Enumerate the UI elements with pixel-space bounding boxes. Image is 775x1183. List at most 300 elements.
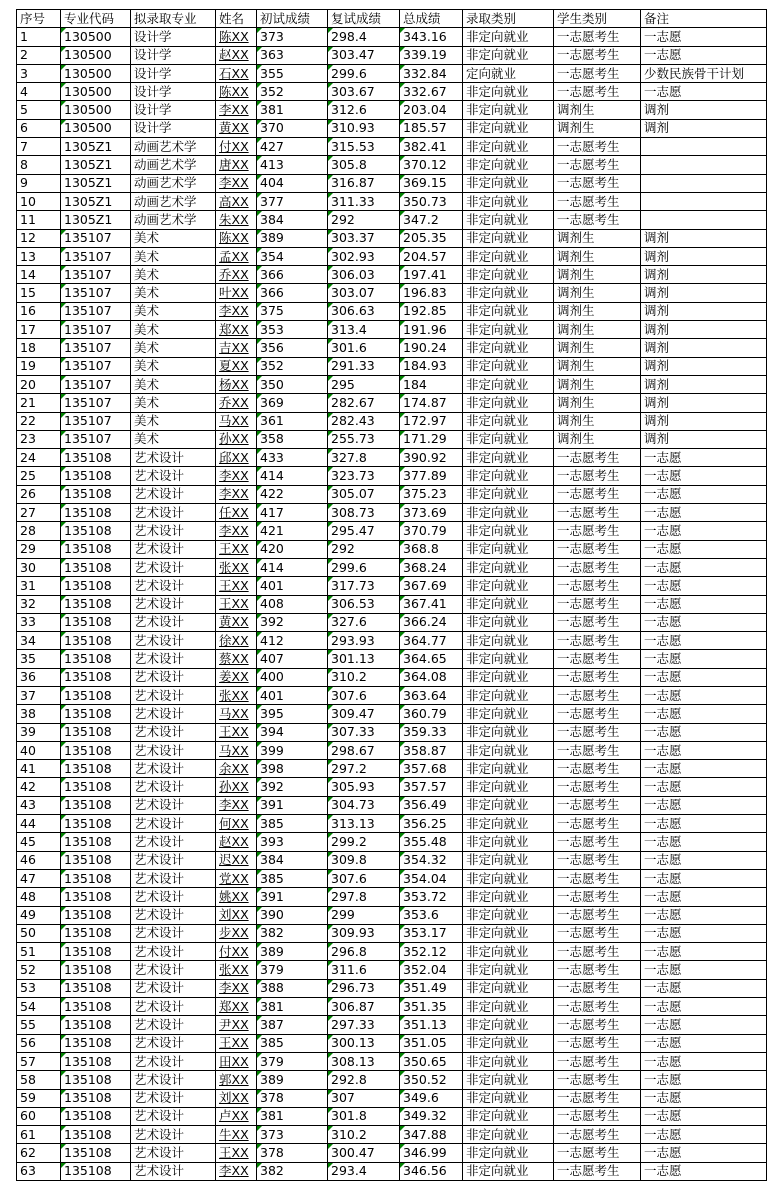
table-row <box>17 686 767 704</box>
cell-name <box>216 778 257 796</box>
cell-total-score <box>400 83 463 101</box>
cell-retest-score <box>328 339 400 357</box>
cell-major-code <box>61 760 131 778</box>
cell-remark-value: 一志愿 <box>644 449 682 465</box>
cell-total-score <box>400 321 463 339</box>
cell-name <box>216 192 257 210</box>
cell-index <box>17 1016 61 1034</box>
text-as-number-error-indicator-triangle <box>328 577 333 582</box>
text-as-number-error-indicator-triangle <box>257 852 262 857</box>
table-row <box>17 504 767 522</box>
cell-initial-score <box>257 760 328 778</box>
cell-admission-category <box>463 705 554 723</box>
cell-retest-score-value: 310.93 <box>331 120 375 136</box>
cell-admission-category-value: 非定向就业 <box>466 614 529 630</box>
table-row <box>17 357 767 375</box>
cell-initial-score <box>257 83 328 101</box>
cell-index-value: 23 <box>20 431 36 447</box>
cell-major-code <box>61 28 131 46</box>
cell-index <box>17 650 61 668</box>
text-as-number-error-indicator-triangle <box>257 687 262 692</box>
cell-retest-score-value: 304.73 <box>331 797 375 813</box>
cell-initial-score-value: 392 <box>260 779 284 795</box>
cell-admission-category-value: 非定向就业 <box>466 303 529 319</box>
cell-remark <box>641 412 767 430</box>
cell-remark-value: 一志愿 <box>644 687 682 703</box>
cell-retest-score <box>328 577 400 595</box>
text-as-number-error-indicator-triangle <box>400 376 405 381</box>
cell-admission-category-value: 非定向就业 <box>466 102 529 118</box>
cell-major-code-value: 135108 <box>64 870 112 886</box>
cell-proposed-major <box>131 247 216 265</box>
cell-proposed-major-value: 艺术设计 <box>134 522 185 538</box>
cell-name <box>216 632 257 650</box>
text-as-number-error-indicator-triangle <box>400 394 405 399</box>
text-as-number-error-indicator-triangle <box>328 504 333 509</box>
text-as-number-error-indicator-triangle <box>61 778 66 783</box>
table-row <box>17 83 767 101</box>
cell-name <box>216 211 257 229</box>
cell-admission-category-value: 非定向就业 <box>466 413 529 429</box>
cell-major-code-value: 135108 <box>64 815 112 831</box>
cell-major-code <box>61 998 131 1016</box>
cell-admission-category-value: 非定向就业 <box>466 468 529 484</box>
cell-name-value: 朱XX <box>219 211 249 227</box>
cell-admission-category <box>463 467 554 485</box>
text-as-number-error-indicator-triangle <box>257 28 262 33</box>
text-as-number-error-indicator-triangle <box>328 1053 333 1058</box>
cell-name-value: 李XX <box>219 1163 249 1179</box>
cell-proposed-major-value: 美术 <box>134 376 160 392</box>
cell-major-code-value: 135108 <box>64 962 112 978</box>
cell-student-category <box>554 266 641 284</box>
cell-name <box>216 266 257 284</box>
cell-total-score-value: 353.17 <box>403 925 447 941</box>
cell-student-category <box>554 138 641 156</box>
cell-student-category-value: 调剂生 <box>557 358 595 374</box>
cell-admission-category-value: 非定向就业 <box>466 83 529 99</box>
cell-total-score-value: 332.84 <box>403 65 447 81</box>
cell-admission-category-value: 非定向就业 <box>466 980 529 996</box>
cell-student-category <box>554 412 641 430</box>
cell-major-code-value: 135108 <box>64 522 112 538</box>
cell-proposed-major-value: 艺术设计 <box>134 559 185 575</box>
cell-proposed-major <box>131 741 216 759</box>
cell-admission-category <box>463 998 554 1016</box>
table-row <box>17 1126 767 1144</box>
cell-index <box>17 796 61 814</box>
cell-remark-value: 一志愿 <box>644 779 682 795</box>
cell-remark <box>641 577 767 595</box>
text-as-number-error-indicator-triangle <box>328 394 333 399</box>
cell-student-category <box>554 833 641 851</box>
cell-student-category-value: 调剂生 <box>557 431 595 447</box>
cell-index <box>17 558 61 576</box>
cell-initial-score-value: 388 <box>260 980 284 996</box>
text-as-number-error-indicator-triangle <box>61 467 66 472</box>
cell-index-value: 17 <box>20 321 36 337</box>
cell-remark-value: 一志愿 <box>644 797 682 813</box>
cell-proposed-major-value: 艺术设计 <box>134 852 185 868</box>
cell-student-category-value: 调剂生 <box>557 376 595 392</box>
cell-proposed-major <box>131 650 216 668</box>
cell-total-score <box>400 339 463 357</box>
text-as-number-error-indicator-triangle <box>328 156 333 161</box>
text-as-number-error-indicator-triangle <box>61 870 66 875</box>
cell-index <box>17 394 61 412</box>
table-row <box>17 284 767 302</box>
cell-major-code-value: 130500 <box>64 47 112 63</box>
cell-remark <box>641 760 767 778</box>
cell-retest-score <box>328 375 400 393</box>
cell-major-code <box>61 1052 131 1070</box>
cell-major-code <box>61 943 131 961</box>
table-row <box>17 1071 767 1089</box>
cell-student-category <box>554 321 641 339</box>
cell-retest-score-value: 299.6 <box>331 559 367 575</box>
text-as-number-error-indicator-triangle <box>257 394 262 399</box>
cell-student-category-value: 一志愿考生 <box>557 962 620 978</box>
cell-admission-category <box>463 888 554 906</box>
table-row <box>17 1016 767 1034</box>
cell-name <box>216 796 257 814</box>
cell-admission-category-value: 非定向就业 <box>466 815 529 831</box>
text-as-number-error-indicator-triangle <box>257 742 262 747</box>
cell-remark-value: 一志愿 <box>644 522 682 538</box>
cell-remark <box>641 998 767 1016</box>
cell-remark-value: 一志愿 <box>644 998 682 1014</box>
cell-remark <box>641 906 767 924</box>
cell-major-code <box>61 485 131 503</box>
cell-student-category-value: 一志愿考生 <box>557 1163 620 1179</box>
cell-retest-score <box>328 192 400 210</box>
cell-major-code-value: 135108 <box>64 687 112 703</box>
cell-remark <box>641 1107 767 1125</box>
cell-retest-score <box>328 504 400 522</box>
cell-retest-score <box>328 485 400 503</box>
cell-total-score <box>400 796 463 814</box>
cell-student-category <box>554 83 641 101</box>
cell-major-code-value: 135107 <box>64 266 112 282</box>
cell-total-score-value: 332.67 <box>403 83 447 99</box>
cell-name <box>216 138 257 156</box>
cell-name-value: 石XX <box>219 65 249 81</box>
cell-major-code <box>61 1162 131 1180</box>
cell-index-value: 59 <box>20 1090 36 1106</box>
cell-major-code-value: 135108 <box>64 797 112 813</box>
cell-proposed-major <box>131 449 216 467</box>
text-as-number-error-indicator-triangle <box>257 1108 262 1113</box>
cell-initial-score <box>257 46 328 64</box>
cell-major-code-value: 135108 <box>64 888 112 904</box>
cell-total-score <box>400 1126 463 1144</box>
cell-admission-category-value: 非定向就业 <box>466 669 529 685</box>
cell-index-value: 9 <box>20 175 28 191</box>
cell-admission-category <box>463 229 554 247</box>
text-as-number-error-indicator-triangle <box>61 1071 66 1076</box>
cell-retest-score <box>328 1071 400 1089</box>
cell-name <box>216 302 257 320</box>
cell-proposed-major-value: 艺术设计 <box>134 1053 185 1069</box>
cell-retest-score <box>328 1144 400 1162</box>
cell-index <box>17 1162 61 1180</box>
cell-index-value: 56 <box>20 1035 36 1051</box>
text-as-number-error-indicator-triangle <box>257 907 262 912</box>
cell-remark <box>641 595 767 613</box>
cell-retest-score <box>328 156 400 174</box>
cell-major-code-value: 135108 <box>64 943 112 959</box>
text-as-number-error-indicator-triangle <box>61 339 66 344</box>
cell-index-value: 62 <box>20 1145 36 1161</box>
cell-name-value: 黄XX <box>219 614 249 630</box>
text-as-number-error-indicator-triangle <box>328 797 333 802</box>
cell-admission-category <box>463 741 554 759</box>
cell-initial-score <box>257 1052 328 1070</box>
cell-proposed-major <box>131 979 216 997</box>
cell-index <box>17 266 61 284</box>
cell-retest-score-value: 306.03 <box>331 266 375 282</box>
cell-index-value: 12 <box>20 230 36 246</box>
cell-major-code-value: 1305Z1 <box>64 211 113 227</box>
cell-initial-score-value: 394 <box>260 724 284 740</box>
cell-admission-category <box>463 284 554 302</box>
cell-name-value: 陈XX <box>219 28 249 44</box>
cell-proposed-major <box>131 211 216 229</box>
cell-remark-value: 一志愿 <box>644 669 682 685</box>
text-as-number-error-indicator-triangle <box>257 65 262 70</box>
cell-proposed-major <box>131 229 216 247</box>
cell-proposed-major-value: 美术 <box>134 358 160 374</box>
cell-major-code <box>61 375 131 393</box>
cell-student-category-value: 一志愿考生 <box>557 577 620 593</box>
cell-remark-value: 一志愿 <box>644 1090 682 1106</box>
cell-admission-category-value: 非定向就业 <box>466 1053 529 1069</box>
text-as-number-error-indicator-triangle <box>328 431 333 436</box>
cell-index-value: 63 <box>20 1163 36 1179</box>
cell-remark-value: 调剂 <box>644 248 670 264</box>
table-row <box>17 833 767 851</box>
cell-initial-score <box>257 778 328 796</box>
cell-retest-score <box>328 668 400 686</box>
cell-index-value: 19 <box>20 358 36 374</box>
cell-index <box>17 156 61 174</box>
text-as-number-error-indicator-triangle <box>328 724 333 729</box>
text-as-number-error-indicator-triangle <box>400 230 405 235</box>
cell-major-code <box>61 632 131 650</box>
text-as-number-error-indicator-triangle <box>61 541 66 546</box>
cell-major-code <box>61 577 131 595</box>
cell-major-code <box>61 668 131 686</box>
table-row <box>17 375 767 393</box>
cell-total-score <box>400 1144 463 1162</box>
cell-proposed-major <box>131 321 216 339</box>
cell-index-value: 58 <box>20 1071 36 1087</box>
cell-student-category <box>554 998 641 1016</box>
text-as-number-error-indicator-triangle <box>61 724 66 729</box>
cell-name <box>216 339 257 357</box>
cell-remark <box>641 1034 767 1052</box>
cell-initial-score <box>257 723 328 741</box>
cell-student-category-value: 调剂生 <box>557 394 595 410</box>
cell-name-value: 何XX <box>219 815 249 831</box>
cell-remark <box>641 924 767 942</box>
text-as-number-error-indicator-triangle <box>400 907 405 912</box>
cell-retest-score <box>328 632 400 650</box>
cell-student-category <box>554 1107 641 1125</box>
cell-remark <box>641 632 767 650</box>
cell-proposed-major <box>131 156 216 174</box>
cell-proposed-major-value: 设计学 <box>134 120 172 136</box>
cell-admission-category-value: 非定向就业 <box>466 852 529 868</box>
text-as-number-error-indicator-triangle <box>257 303 262 308</box>
text-as-number-error-indicator-triangle <box>257 1053 262 1058</box>
cell-index-value: 21 <box>20 394 36 410</box>
cell-initial-score <box>257 449 328 467</box>
table-row <box>17 1107 767 1125</box>
cell-total-score <box>400 924 463 942</box>
text-as-number-error-indicator-triangle <box>400 449 405 454</box>
cell-retest-score-value: 313.13 <box>331 815 375 831</box>
cell-initial-score-value: 382 <box>260 925 284 941</box>
cell-admission-category <box>463 540 554 558</box>
cell-student-category <box>554 467 641 485</box>
text-as-number-error-indicator-triangle <box>328 778 333 783</box>
cell-proposed-major-value: 艺术设计 <box>134 1016 185 1032</box>
table-row <box>17 247 767 265</box>
cell-remark-value: 一志愿 <box>644 980 682 996</box>
cell-retest-score <box>328 613 400 631</box>
cell-remark <box>641 321 767 339</box>
cell-remark <box>641 888 767 906</box>
cell-major-code <box>61 46 131 64</box>
text-as-number-error-indicator-triangle <box>257 778 262 783</box>
text-as-number-error-indicator-triangle <box>61 1053 66 1058</box>
cell-student-category-value: 一志愿考生 <box>557 559 620 575</box>
cell-total-score-value: 196.83 <box>403 285 447 301</box>
cell-proposed-major-value: 艺术设计 <box>134 962 185 978</box>
cell-student-category <box>554 302 641 320</box>
table-row <box>17 467 767 485</box>
cell-total-score-value: 205.35 <box>403 230 447 246</box>
cell-admission-category-value: 非定向就业 <box>466 577 529 593</box>
cell-remark <box>641 504 767 522</box>
cell-major-code <box>61 1107 131 1125</box>
cell-major-code-value: 135108 <box>64 1090 112 1106</box>
cell-remark-value: 一志愿 <box>644 559 682 575</box>
text-as-number-error-indicator-triangle <box>257 156 262 161</box>
cell-student-category <box>554 906 641 924</box>
cell-retest-score-value: 312.6 <box>331 102 367 118</box>
text-as-number-error-indicator-triangle <box>328 1090 333 1095</box>
cell-remark <box>641 1144 767 1162</box>
header-row <box>17 10 767 28</box>
cell-name-value: 乔XX <box>219 394 249 410</box>
cell-index <box>17 339 61 357</box>
cell-total-score <box>400 412 463 430</box>
cell-total-score <box>400 943 463 961</box>
cell-name <box>216 833 257 851</box>
cell-index <box>17 833 61 851</box>
cell-remark <box>641 961 767 979</box>
cell-major-code-value: 130500 <box>64 83 112 99</box>
text-as-number-error-indicator-triangle <box>328 248 333 253</box>
cell-proposed-major <box>131 1089 216 1107</box>
cell-student-category <box>554 961 641 979</box>
cell-retest-score-value: 315.53 <box>331 138 375 154</box>
cell-major-code-value: 130500 <box>64 28 112 44</box>
text-as-number-error-indicator-triangle <box>61 321 66 326</box>
text-as-number-error-indicator-triangle <box>257 431 262 436</box>
cell-retest-score <box>328 229 400 247</box>
cell-major-code <box>61 595 131 613</box>
cell-name <box>216 888 257 906</box>
cell-proposed-major-value: 艺术设计 <box>134 449 185 465</box>
cell-student-category-value: 一志愿考生 <box>557 211 620 227</box>
cell-total-score <box>400 760 463 778</box>
cell-proposed-major <box>131 1126 216 1144</box>
cell-name-value: 李XX <box>219 980 249 996</box>
cell-remark <box>641 64 767 82</box>
cell-student-category <box>554 211 641 229</box>
table-row <box>17 760 767 778</box>
cell-major-code <box>61 357 131 375</box>
cell-admission-category <box>463 522 554 540</box>
cell-proposed-major-value: 艺术设计 <box>134 577 185 593</box>
cell-proposed-major-value: 艺术设计 <box>134 980 185 996</box>
table-row <box>17 101 767 119</box>
cell-student-category <box>554 394 641 412</box>
cell-name <box>216 64 257 82</box>
cell-admission-category-value: 非定向就业 <box>466 962 529 978</box>
cell-retest-score-value: 297.2 <box>331 760 367 776</box>
cell-initial-score <box>257 741 328 759</box>
text-as-number-error-indicator-triangle <box>257 1035 262 1040</box>
text-as-number-error-indicator-triangle <box>257 339 262 344</box>
cell-proposed-major-value: 艺术设计 <box>134 651 185 667</box>
column-header-label: 总成绩 <box>403 10 441 26</box>
text-as-number-error-indicator-triangle <box>61 413 66 418</box>
cell-student-category-value: 一志愿考生 <box>557 724 620 740</box>
cell-remark <box>641 156 767 174</box>
text-as-number-error-indicator-triangle <box>400 65 405 70</box>
cell-index-value: 18 <box>20 339 36 355</box>
cell-major-code <box>61 119 131 137</box>
cell-name-value: 张XX <box>219 962 249 978</box>
cell-remark <box>641 943 767 961</box>
text-as-number-error-indicator-triangle <box>61 248 66 253</box>
cell-name <box>216 83 257 101</box>
cell-student-category <box>554 357 641 375</box>
cell-initial-score-value: 417 <box>260 504 284 520</box>
cell-remark-value: 调剂 <box>644 413 670 429</box>
cell-admission-category <box>463 924 554 942</box>
text-as-number-error-indicator-triangle <box>400 467 405 472</box>
cell-index <box>17 138 61 156</box>
cell-student-category-value: 一志愿考生 <box>557 1090 620 1106</box>
cell-remark <box>641 869 767 887</box>
cell-index-value: 37 <box>20 687 36 703</box>
text-as-number-error-indicator-triangle <box>328 760 333 765</box>
text-as-number-error-indicator-triangle <box>400 413 405 418</box>
cell-name-value: 姚XX <box>219 888 249 904</box>
text-as-number-error-indicator-triangle <box>328 467 333 472</box>
text-as-number-error-indicator-triangle <box>328 614 333 619</box>
cell-initial-score <box>257 229 328 247</box>
column-header-label: 学生类别 <box>557 10 608 26</box>
cell-total-score-value: 355.48 <box>403 834 447 849</box>
cell-index <box>17 851 61 869</box>
text-as-number-error-indicator-triangle <box>328 230 333 235</box>
